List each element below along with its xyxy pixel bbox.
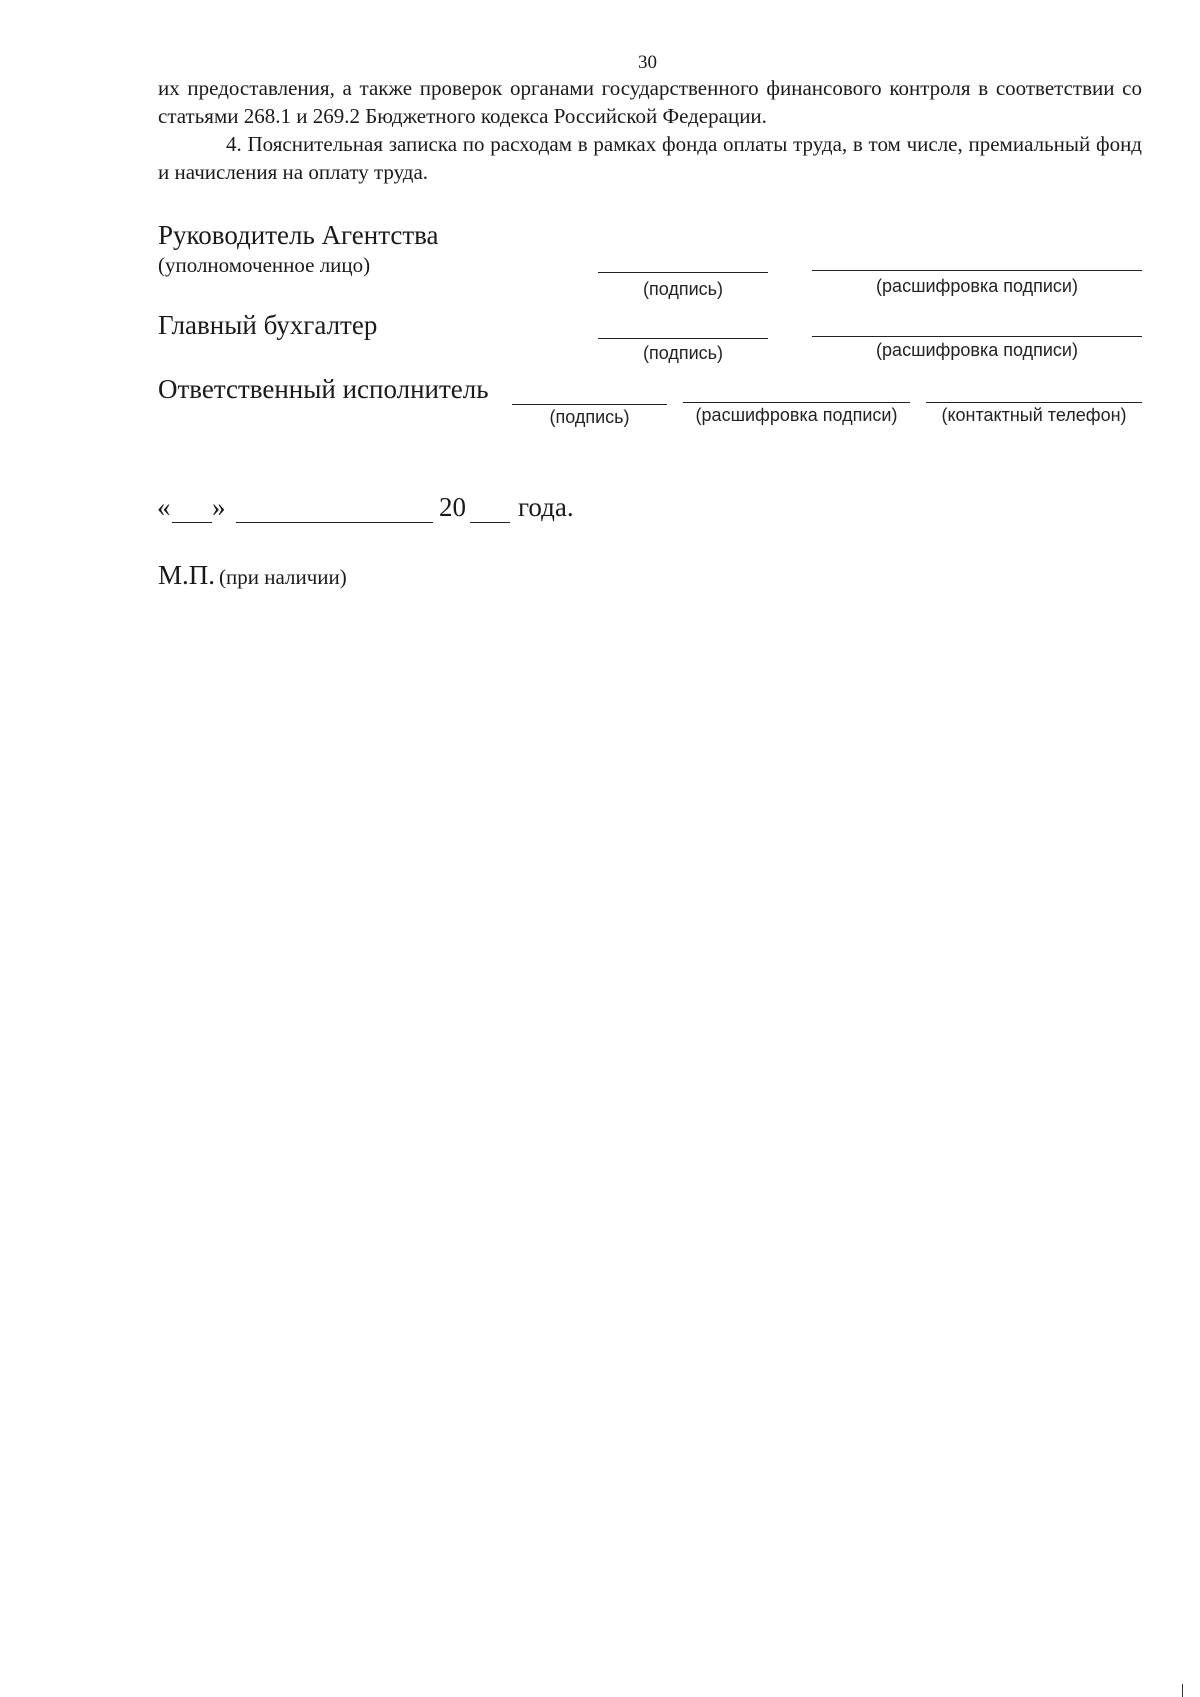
stamp-block — [158, 560, 347, 591]
date-year-line[interactable] — [470, 522, 510, 523]
date-open-quote: « — [157, 492, 171, 522]
chief-accountant-signature-caption: (подпись) — [642, 343, 724, 363]
page-number: 30 — [638, 52, 657, 73]
date-close-quote: » — [212, 492, 226, 522]
date-suffix: года. — [518, 492, 574, 522]
chief-accountant-decoding-line[interactable] — [812, 336, 1142, 337]
paragraph-continuation: их предоставления, а также проверок органами государственного финансового контроля в соответствии со статьями 268.1 и 269.2 Бюджетного кодекса Российской Федерации. — [158, 76, 1142, 128]
date-month-line[interactable] — [236, 522, 433, 523]
chief-accountant-decoding-caption: (расшифровка подписи) — [876, 340, 1078, 360]
chief-accountant-title: Главный бухгалтер — [158, 310, 378, 340]
head-decoding-line[interactable] — [812, 270, 1142, 271]
executor-signature-line[interactable] — [512, 404, 667, 405]
head-signature-line[interactable] — [598, 272, 768, 273]
head-signature-caption: (подпись) — [642, 279, 724, 299]
chief-accountant-signature-line[interactable] — [598, 338, 768, 339]
executor-phone-caption: (контактный телефон) — [941, 405, 1127, 425]
scan-edge-mark — [1182, 1684, 1183, 1697]
paragraph-item-4: 4. Пояснительная записка по расходам в рамках фонда оплаты труда, в том числе, премиальный фонд и начисления на оплату труда. — [158, 132, 1142, 184]
head-decoding-caption: (расшифровка подписи) — [876, 276, 1078, 296]
date-century: 20 — [439, 492, 466, 522]
head-subtitle: (уполномоченное лицо) — [158, 253, 371, 277]
stamp-label: М.П. — [158, 560, 216, 590]
executor-decoding-caption: (расшифровка подписи) — [695, 405, 898, 425]
head-title: Руководитель Агентства — [158, 220, 439, 250]
executor-decoding-line[interactable] — [683, 402, 910, 403]
executor-title: Ответственный исполнитель — [158, 374, 489, 404]
stamp-note: (при наличии) — [219, 565, 347, 589]
date-day-line[interactable] — [172, 522, 212, 523]
executor-phone-line[interactable] — [926, 402, 1142, 403]
executor-signature-caption: (подпись) — [549, 407, 630, 427]
